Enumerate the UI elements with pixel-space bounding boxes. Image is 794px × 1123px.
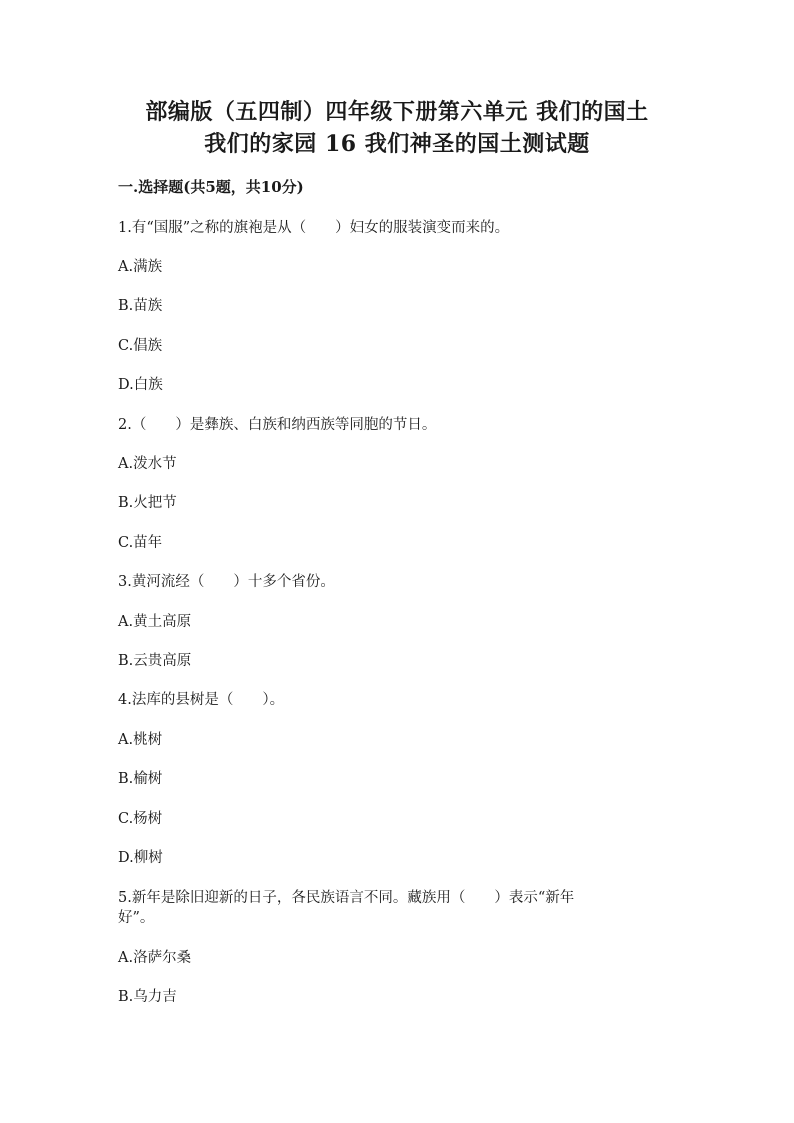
question-2-option-a: A.泼水节 bbox=[118, 456, 177, 472]
question-4-stem: 4.法库的县树是（ ）。 bbox=[118, 692, 285, 708]
question-4-option-b: B.榆树 bbox=[118, 771, 163, 787]
question-4-option-d: D.柳树 bbox=[118, 850, 163, 866]
question-2-option-b: B.火把节 bbox=[118, 495, 177, 511]
question-3-option-b: B.云贵高原 bbox=[118, 653, 192, 669]
question-5-option-b: B.乌力吉 bbox=[118, 989, 177, 1005]
document-title-line-2: 我们的家园 16 我们神圣的国土测试题 bbox=[204, 131, 590, 157]
question-1-option-a: A.满族 bbox=[118, 259, 163, 275]
question-5-stem-line-2: 好”。 bbox=[118, 910, 155, 926]
document-title-line-1: 部编版（五四制）四年级下册第六单元 我们的国土 bbox=[145, 99, 649, 125]
question-3-stem: 3.黄河流经（ ）十多个省份。 bbox=[118, 574, 335, 590]
section-heading: 一.选择题(共5题，共10分) bbox=[118, 178, 304, 196]
question-1-option-c: C.倡族 bbox=[118, 338, 163, 354]
question-1-stem: 1.有“国服”之称的旗袍是从（ ）妇女的服装演变而来的。 bbox=[118, 220, 510, 236]
question-1-option-d: D.白族 bbox=[118, 377, 163, 393]
question-4-option-a: A.桃树 bbox=[118, 732, 163, 748]
question-2-option-c: C.苗年 bbox=[118, 535, 163, 551]
question-1-option-b: B.苗族 bbox=[118, 298, 163, 314]
question-2-stem: 2.（ ）是彝族、白族和纳西族等同胞的节日。 bbox=[118, 417, 437, 433]
question-5-option-a: A.洛萨尔桑 bbox=[118, 950, 192, 966]
question-4-option-c: C.杨树 bbox=[118, 811, 163, 827]
question-5-stem-line-1: 5.新年是除旧迎新的日子，各民族语言不同。藏族用（ ）表示“新年 bbox=[118, 890, 575, 906]
question-3-option-a: A.黄土高原 bbox=[118, 614, 192, 630]
